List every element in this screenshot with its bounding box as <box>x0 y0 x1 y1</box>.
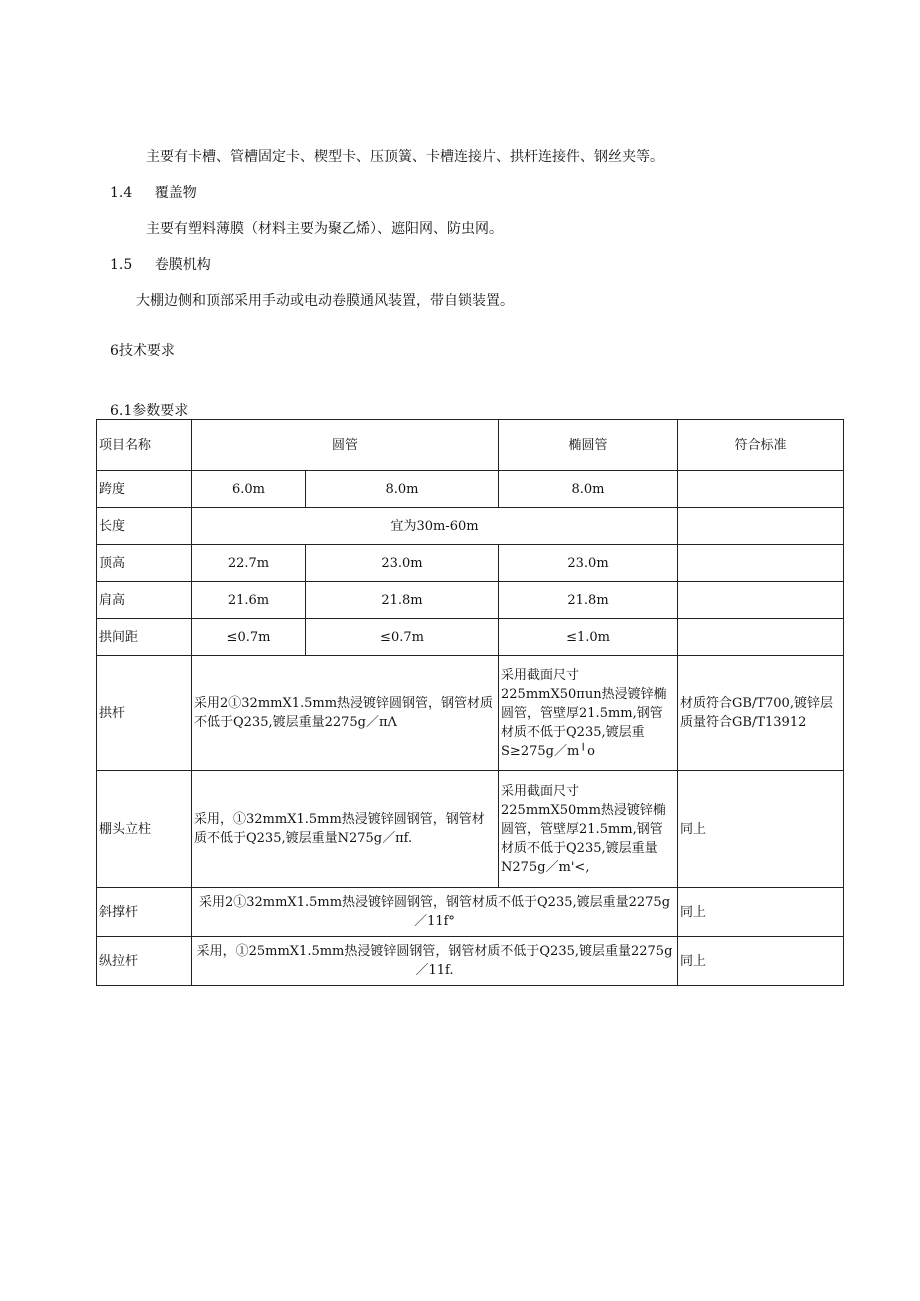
section-1-4-heading <box>110 182 197 202</box>
cell-spec: 采用2①32mmX1.5mm热浸镀锌圆钢管，钢管材质不低于Q235,镀层重量2275g／11f° <box>192 888 678 937</box>
table-row <box>97 771 844 888</box>
cell-round-spec: 采用2①32mmX1.5mm热浸镀锌圆钢管，钢管材质不低于Q235,镀层重量2275g／πΛ <box>192 656 499 771</box>
cell-value: 8.0m <box>499 471 678 508</box>
parameter-table <box>96 419 844 986</box>
table-row <box>97 937 844 986</box>
cell-value: 8.0m <box>306 471 499 508</box>
cell-standard <box>678 582 844 619</box>
row-label-arch-rod: 拱杆 <box>97 656 192 771</box>
cell-value: 21.8m <box>499 582 678 619</box>
cell-round-spec: 采用，①32mmX1.5mm热浸镀锌圆钢管，钢管材质不低于Q235,镀层重量N275g／πf. <box>192 771 499 888</box>
cell-value: ≤0.7m <box>306 619 499 656</box>
row-label-span: 跨度 <box>97 471 192 508</box>
cell-standard <box>678 545 844 582</box>
row-label-shoulder-height: 肩高 <box>97 582 192 619</box>
header-round-tube: 圆管 <box>192 420 499 471</box>
section-1-4-body: 主要有塑料薄膜（材料主要为聚乙烯）、遮阳网、防虫网。 <box>146 221 503 237</box>
cell-value: 23.0m <box>306 545 499 582</box>
section-number: 1.5 <box>110 257 133 273</box>
section-1-5-heading <box>110 254 211 274</box>
cell-ellipse-spec: 采用截面尺寸225mmX50mm热浸镀锌椭圆管，管壁厚21.5mm,钢管材质不低于Q235,镀层重量N275g／m'<, <box>499 771 678 888</box>
cell-standard <box>678 471 844 508</box>
cell-value: 22.7m <box>192 545 306 582</box>
cell-ellipse-spec: 采用截面尺寸225mmX50πun热浸镀锌椭圆管，管壁厚21.5mm,钢管材质不低于Q235,镀层重S≥275g／m╵o <box>499 656 678 771</box>
cell-value: 21.8m <box>306 582 499 619</box>
table-row <box>97 619 844 656</box>
cell-standard: 材质符合GB/T700,镀锌层质量符合GB/T13912 <box>678 656 844 771</box>
section-1-5-body: 大棚边侧和顶部采用手动或电动卷膜通风装置，带自锁装置。 <box>136 293 514 309</box>
section-number: 1.4 <box>110 185 133 201</box>
cell-standard <box>678 508 844 545</box>
row-label-top-height: 顶高 <box>97 545 192 582</box>
row-label-diagonal-brace: 斜撑杆 <box>97 888 192 937</box>
header-ellipse-tube: 椭圆管 <box>499 420 678 471</box>
row-label-tie-rod: 纵拉杆 <box>97 937 192 986</box>
row-label-length: 长度 <box>97 508 192 545</box>
header-standard: 符合标准 <box>678 420 844 471</box>
heading-parameter-requirements: 6.1参数要求 <box>110 403 189 419</box>
cell-value: 21.6m <box>192 582 306 619</box>
table-header-row <box>97 420 844 471</box>
cell-value: 宜为30m-60m <box>192 508 678 545</box>
cell-value: 23.0m <box>499 545 678 582</box>
table-row <box>97 656 844 771</box>
cell-value: ≤1.0m <box>499 619 678 656</box>
cell-value: 6.0m <box>192 471 306 508</box>
cell-standard: 同上 <box>678 937 844 986</box>
table-row <box>97 888 844 937</box>
table-row <box>97 545 844 582</box>
cell-value: ≤0.7m <box>192 619 306 656</box>
cell-standard <box>678 619 844 656</box>
row-label-gable-post: 棚头立柱 <box>97 771 192 888</box>
intro-paragraph: 主要有卡槽、管槽固定卡、楔型卡、压顶簧、卡槽连接片、拱杆连接件、钢丝夹等。 <box>146 149 664 165</box>
table-row <box>97 508 844 545</box>
row-label-arch-spacing: 拱间距 <box>97 619 192 656</box>
table-row <box>97 471 844 508</box>
header-item-name: 项目名称 <box>97 420 192 471</box>
section-title: 覆盖物 <box>154 185 197 201</box>
table-row <box>97 582 844 619</box>
cell-standard: 同上 <box>678 771 844 888</box>
cell-standard: 同上 <box>678 888 844 937</box>
section-title: 卷膜机构 <box>154 257 211 273</box>
cell-spec: 采用，①25mmX1.5mm热浸镀锌圆钢管，钢管材质不低于Q235,镀层重量2275g／11f. <box>192 937 678 986</box>
heading-tech-requirements: 6技术要求 <box>110 343 175 359</box>
